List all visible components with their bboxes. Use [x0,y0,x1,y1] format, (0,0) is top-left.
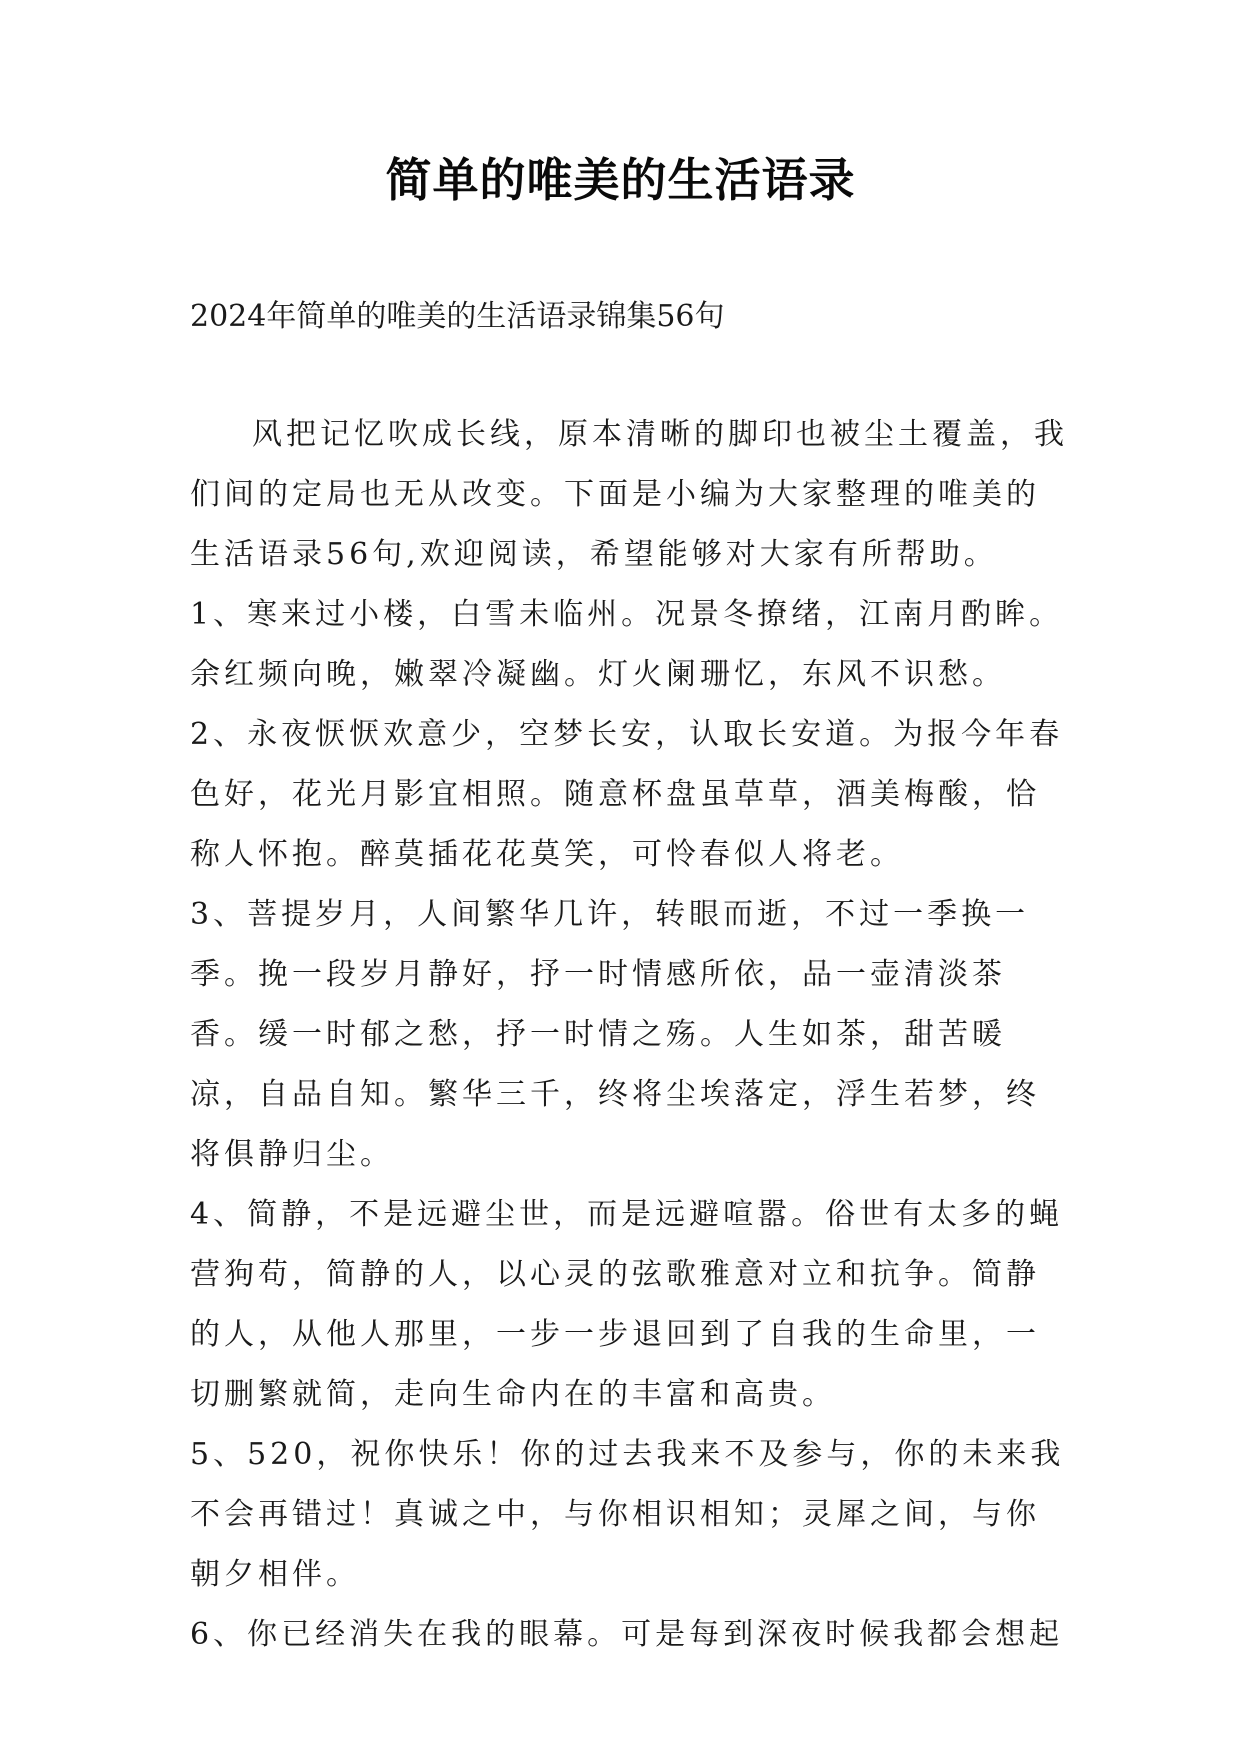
quote-item-2: 2、永夜恹恹欢意少，空梦长安，认取长安道。为报今年春色好，花光月影宜相照。随意杯盘虽草草，酒美梅酸，恰称人怀抱。醉莫插花花莫笑，可怜春似人将老。 [190,717,1064,872]
document-body [190,405,1070,1665]
document-title: 简单的唯美的生活语录 [385,153,856,207]
quote-item-5: 5、520，祝你快乐！你的过去我来不及参与，你的未来我不会再错过！真诚之中，与你相识相知；灵犀之间，与你朝夕相伴。 [190,1437,1065,1592]
intro-paragraph: 风把记忆吹成长线，原本清晰的脚印也被尘土覆盖，我们间的定局也无从改变。下面是小编为大家整理的唯美的生活语录56句,欢迎阅读，希望能够对大家有所帮助。 [190,417,1068,572]
quote-item-4: 4、简静，不是远避尘世，而是远避喧嚣。俗世有太多的蝇营狗苟，简静的人，以心灵的弦歌雅意对立和抗争。简静的人，从他人那里，一步一步退回到了自我的生命里，一切删繁就简，走向生命内在的丰富和高贵。 [190,1197,1064,1412]
quote-item-3: 3、菩提岁月，人间繁华几许，转眼而逝，不过一季换一季。挽一段岁月静好，抒一时情感所依，品一壶清淡茶香。缓一时郁之愁，抒一时情之殇。人生如茶，甜苦暖凉，自品自知。繁华三千，终将尘埃落定，浮生若梦，终将俱静归尘。 [190,897,1040,1172]
document-subtitle: 2024年简单的唯美的生活语录锦集56句 [190,299,725,334]
quote-item-6: 6、你已经消失在我的眼幕。可是每到深夜时候我都会想起 [190,1617,1064,1652]
quote-item-1: 1、寒来过小楼，白雪未临州。况景冬撩绪，江南月酌眸。余红频向晚，嫩翠冷凝幽。灯火阑珊忆，东风不识愁。 [190,597,1064,692]
